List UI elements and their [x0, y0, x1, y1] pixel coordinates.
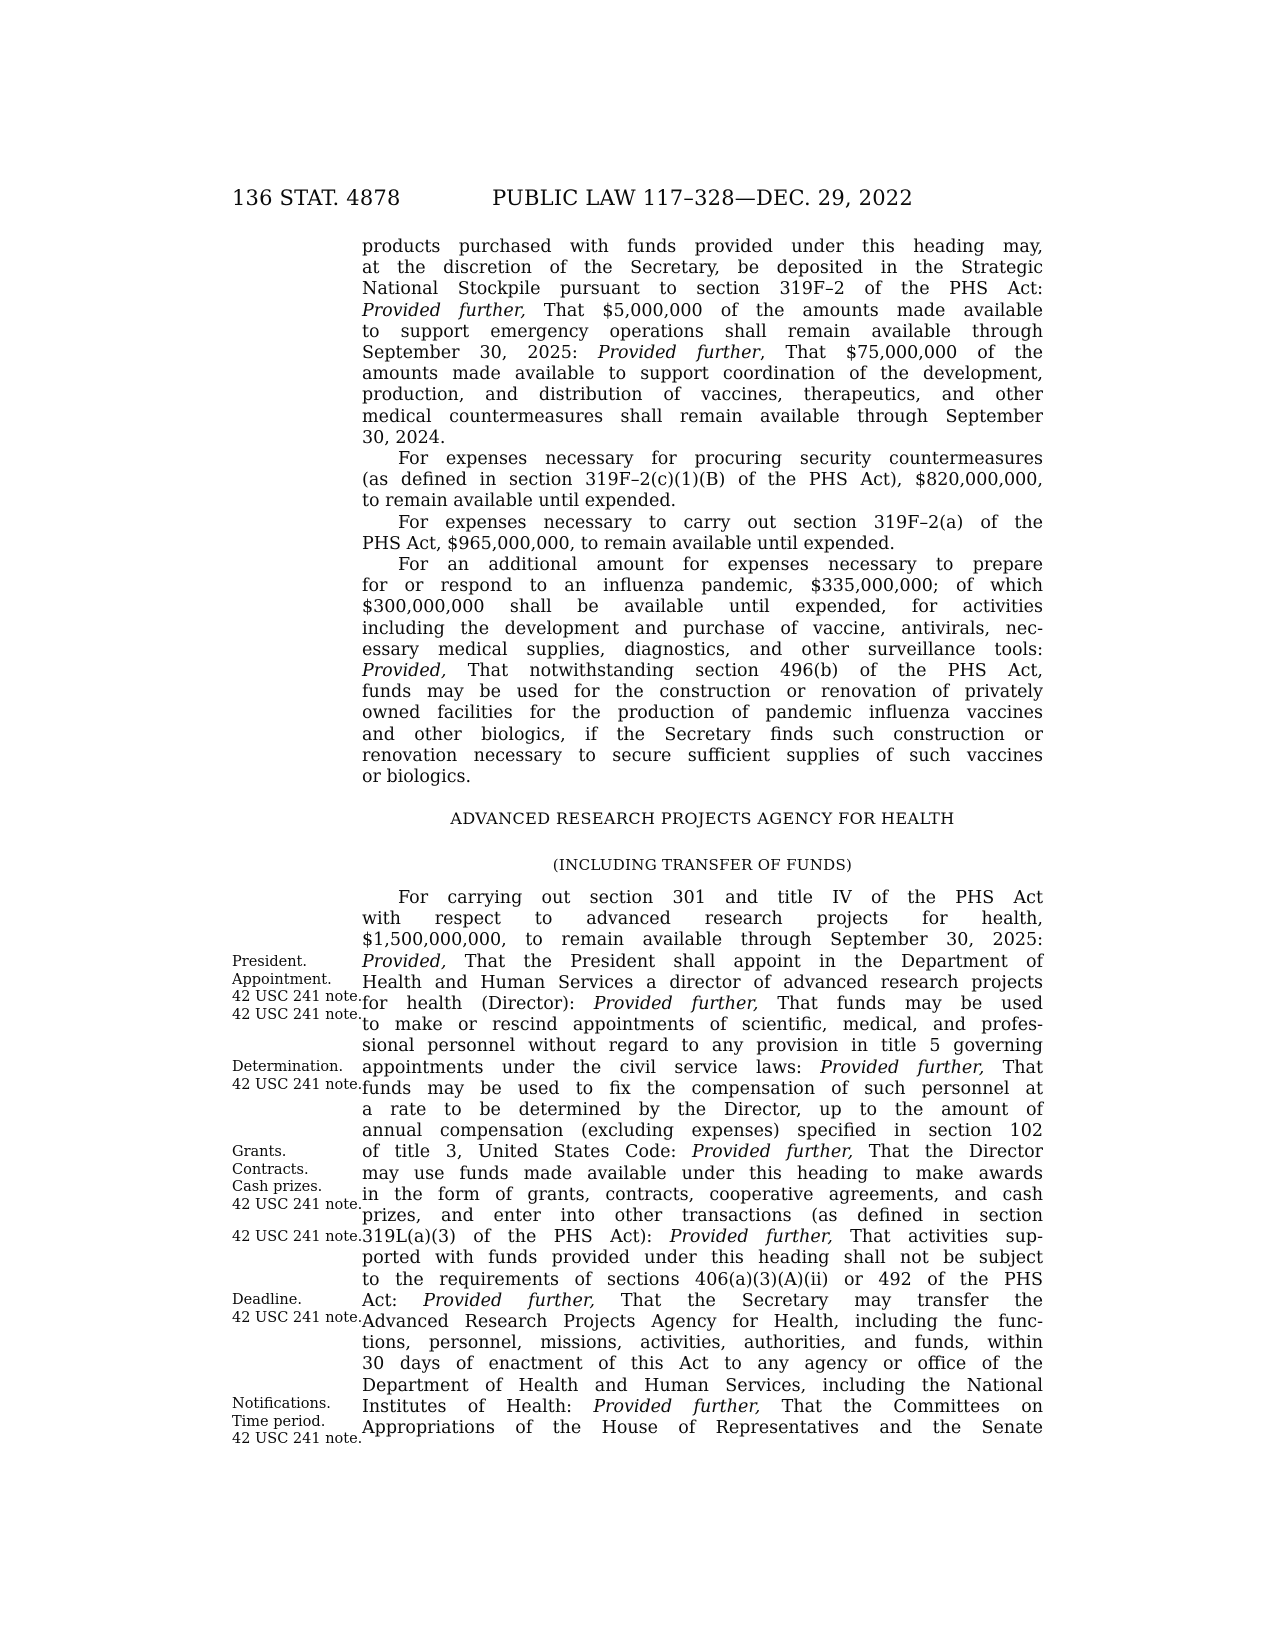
text-line	[362, 640, 1043, 661]
text-line	[362, 1185, 1043, 1206]
statute-text: appointments under the civil service laws:	[362, 1057, 821, 1078]
text-line	[362, 619, 1043, 640]
text-line	[362, 1100, 1043, 1121]
margin-note-line: 42 USC 241 note.	[232, 1006, 363, 1023]
paragraph	[362, 888, 1043, 1439]
margin-note	[232, 1229, 362, 1247]
statute-text: funds may be used to fix the compensation of such personnel at	[362, 1078, 1043, 1099]
statute-text: to the requirements of sections 406(a)(3)(A)(ii) or 492 of the PHS	[362, 1269, 1043, 1290]
account-heading: ADVANCED RESEARCH PROJECTS AGENCY FOR HEALTH	[450, 809, 955, 828]
statute-text: of title 3, United States Code:	[362, 1142, 692, 1163]
statute-text: Act:	[362, 1290, 424, 1311]
statute-text: may use funds made available under this heading to make awards	[362, 1163, 1043, 1184]
text-line	[362, 513, 1043, 534]
text-line	[362, 930, 1043, 951]
margin-note-line: President.	[232, 954, 307, 970]
body-text-lower	[362, 888, 1043, 1439]
paragraph	[362, 449, 1043, 513]
margin-note-line: 42 USC 241 note.	[232, 1196, 363, 1213]
statute-text: That the Committees on	[760, 1396, 1043, 1417]
public-law-running-head: PUBLIC LAW 117–328—DEC. 29, 2022	[492, 186, 913, 210]
statute-text: That notwithstanding section 496(b) of the PHS Act,	[446, 661, 1043, 682]
statute-text: to remain available until expended.	[362, 491, 677, 512]
text-line	[362, 322, 1043, 343]
statute-text: That funds may be used	[758, 994, 1043, 1015]
paragraph	[362, 513, 1043, 555]
text-line	[362, 301, 1043, 322]
statute-text: That activities sup-	[832, 1227, 1044, 1248]
margin-note-line: 42 USC 241 note.	[232, 1431, 363, 1448]
statute-text: , That $75,000,000 of the	[759, 343, 1044, 364]
text-line	[362, 1058, 1043, 1079]
text-line	[362, 576, 1043, 597]
statute-text: annual compensation (excluding expenses) specified in section 102	[362, 1121, 1043, 1142]
statute-text: September 30, 2025:	[362, 343, 598, 364]
text-line	[362, 407, 1043, 428]
proviso-italic-text: Provided,	[362, 951, 447, 972]
margin-note-line: Notifications.	[232, 1396, 331, 1412]
statute-text: For carrying out section 301 and title IV of the PHS Act	[398, 888, 1043, 908]
text-line	[362, 555, 1043, 576]
proviso-italic-text: Provided,	[362, 661, 447, 682]
text-line	[362, 1397, 1043, 1418]
margin-note	[232, 1396, 362, 1449]
margin-note-line: 42 USC 241 note.	[232, 989, 363, 1006]
margin-note-line: Cash prizes.	[232, 1179, 323, 1196]
text-line	[362, 725, 1043, 746]
statute-text: funds may be used for the construction or renovation of privately	[362, 682, 1043, 703]
text-line	[362, 1333, 1043, 1354]
statute-text: at the discretion of the Secretary, be deposited in the Strategic	[362, 258, 1043, 279]
text-line	[362, 703, 1043, 724]
text-line	[362, 597, 1043, 618]
text-line	[362, 682, 1043, 703]
margin-note-line: 42 USC 241 note.	[232, 1229, 363, 1245]
paragraph	[362, 555, 1043, 788]
statute-text: 319L(a)(3) of the PHS Act):	[362, 1227, 670, 1248]
text-line	[362, 1015, 1043, 1036]
text-line	[362, 1227, 1043, 1248]
text-line	[362, 973, 1043, 994]
statute-text: in the form of grants, contracts, cooperative agreements, and cash	[362, 1184, 1043, 1205]
text-line	[362, 1418, 1043, 1439]
margin-note-line: Appointment.	[232, 971, 332, 988]
text-line	[362, 1248, 1043, 1269]
text-line	[362, 534, 1043, 555]
body-text-upper	[362, 237, 1043, 788]
statute-text: 30, 2024.	[362, 427, 446, 448]
text-line	[362, 1079, 1043, 1100]
proviso-italic-text: Provided further,	[820, 1057, 985, 1078]
text-line	[362, 746, 1043, 767]
statute-text: That $5,000,000 of the amounts made available	[525, 300, 1043, 321]
statute-text: a rate to be determined by the Director, up to the amount of	[362, 1100, 1043, 1121]
statute-text: owned facilities for the production of pandemic influenza vaccines	[362, 703, 1043, 724]
statute-text: Health and Human Services a director of advanced research projects	[362, 972, 1043, 993]
statute-text: That the Director	[853, 1142, 1044, 1163]
text-line	[362, 1270, 1043, 1291]
statute-text: products purchased with funds provided under this heading may,	[362, 237, 1043, 257]
statute-text: medical countermeasures shall remain available through September	[362, 406, 1043, 427]
statute-text: tions, personnel, missions, activities, authorities, and funds, within	[362, 1333, 1043, 1354]
statute-text: PHS Act, $965,000,000, to remain available until expended.	[362, 533, 895, 554]
statute-text: ported with funds provided under this heading shall not be subject	[362, 1248, 1043, 1269]
statute-text: for or respond to an influenza pandemic, $335,000,000; of which	[362, 576, 1043, 597]
text-line	[362, 279, 1043, 300]
text-line	[362, 661, 1043, 682]
margin-note-line: 42 USC 241 note.	[232, 1309, 363, 1326]
statute-text: (as defined in section 319F–2(c)(1)(B) of the PHS Act), $820,000,000,	[362, 470, 1043, 491]
statute-text: Appropriations of the House of Representatives and the Senate	[362, 1418, 1043, 1439]
statute-text: 30 days of enactment of this Act to any agency or office of the	[362, 1354, 1043, 1375]
text-line	[362, 952, 1043, 973]
text-line	[362, 364, 1043, 385]
proviso-italic-text: Provided further,	[362, 300, 526, 321]
margin-note-line: Grants.	[232, 1144, 287, 1160]
statute-text: $1,500,000,000, to remain available through September 30, 2025:	[362, 930, 1043, 951]
statute-text: essary medical supplies, diagnostics, and other surveillance tools:	[362, 639, 1043, 660]
text-line	[362, 1312, 1043, 1333]
margin-note-line: Contracts.	[232, 1161, 309, 1178]
statute-text: For an additional amount for expenses necessary to prepare	[398, 555, 1043, 576]
statute-text: That the President shall appoint in the Department of	[446, 951, 1043, 972]
text-line	[362, 343, 1043, 364]
text-line	[362, 491, 1043, 512]
text-line	[362, 1354, 1043, 1375]
margin-note	[232, 1144, 362, 1214]
statute-text: National Stockpile pursuant to section 319F–2 of the PHS Act:	[362, 279, 1043, 300]
statute-text: $300,000,000 shall be available until expended, for activities	[362, 597, 1043, 618]
statute-text: That	[984, 1057, 1044, 1078]
proviso-italic-text: Provided further,	[423, 1290, 595, 1311]
statute-text: with respect to advanced research projects for health,	[362, 909, 1043, 930]
text-line	[362, 1121, 1043, 1142]
text-line	[362, 1376, 1043, 1397]
margin-note	[232, 954, 362, 1024]
text-line	[362, 767, 1043, 788]
margin-notes-column	[232, 0, 362, 1650]
statute-text: to support emergency operations shall remain available through	[362, 321, 1043, 342]
text-line	[362, 1164, 1043, 1185]
proviso-italic-text: Provided further	[597, 343, 760, 364]
text-line	[362, 385, 1043, 406]
text-line	[362, 470, 1043, 491]
statute-text: prizes, and enter into other transactions (as defined in section	[362, 1206, 1043, 1227]
statute-text: Department of Health and Human Services, including the National	[362, 1375, 1043, 1396]
text-line	[362, 994, 1043, 1015]
text-line	[362, 1291, 1043, 1312]
statute-text: production, and distribution of vaccines, therapeutics, and other	[362, 385, 1043, 406]
statute-text: That the Secretary may transfer the	[594, 1290, 1044, 1311]
margin-note-line: Determination.	[232, 1059, 344, 1075]
text-line	[362, 237, 1043, 258]
statute-text: for health (Director):	[362, 994, 594, 1015]
proviso-italic-text: Provided further,	[593, 994, 759, 1015]
statute-text: to make or rescind appointments of scientific, medical, and profes-	[362, 1015, 1043, 1036]
statute-text: For expenses necessary for procuring security countermeasures	[398, 449, 1043, 470]
statute-text: or biologics.	[362, 767, 472, 788]
page-number-stat-label: 136 STAT. 4878	[232, 186, 401, 210]
proviso-italic-text: Provided further,	[593, 1396, 761, 1417]
statute-text: sional personnel without regard to any provision in title 5 governing	[362, 1036, 1043, 1057]
text-line	[362, 258, 1043, 279]
text-line	[362, 1142, 1043, 1163]
statute-text: including the development and purchase of vaccine, antivirals, nec-	[362, 618, 1043, 639]
paragraph	[362, 237, 1043, 449]
statute-text: renovation necessary to secure sufficient supplies of such vaccines	[362, 745, 1043, 766]
statute-text: For expenses necessary to carry out section 319F–2(a) of the	[398, 512, 1043, 533]
margin-note-line: 42 USC 241 note.	[232, 1076, 363, 1093]
proviso-italic-text: Provided further,	[669, 1227, 833, 1248]
text-line	[362, 888, 1043, 909]
margin-note	[232, 1292, 362, 1327]
text-line	[362, 428, 1043, 449]
text-line	[362, 1036, 1043, 1057]
text-line	[362, 1206, 1043, 1227]
statute-text: amounts made available to support coordination of the development,	[362, 364, 1043, 385]
text-line	[362, 909, 1043, 930]
margin-note	[232, 1059, 362, 1094]
statute-text: Institutes of Health:	[362, 1396, 594, 1417]
statute-text: Advanced Research Projects Agency for Health, including the func-	[362, 1312, 1043, 1333]
proviso-italic-text: Provided further,	[691, 1142, 854, 1163]
statute-text: and other biologics, if the Secretary finds such construction or	[362, 724, 1043, 745]
margin-note-line: Time period.	[232, 1413, 326, 1430]
text-line	[362, 449, 1043, 470]
transfer-of-funds-subheading: (INCLUDING TRANSFER OF FUNDS)	[552, 856, 853, 874]
margin-note-line: Deadline.	[232, 1292, 302, 1308]
